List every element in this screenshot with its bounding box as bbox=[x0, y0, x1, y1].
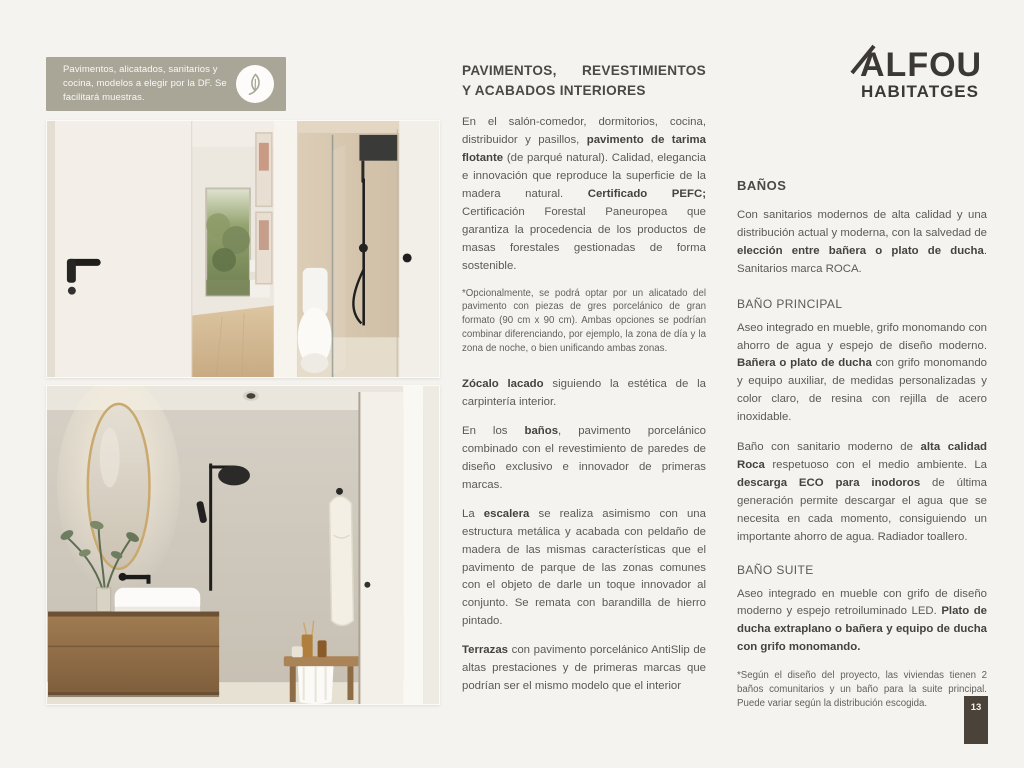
photo-bathroom-vanity bbox=[46, 385, 440, 705]
page-title-line1: PAVIMENTOS, REVESTIMIENTOS bbox=[462, 63, 706, 78]
logo-word: ALFOU bbox=[860, 46, 983, 84]
subsection-bano-suite: BAÑO SUITE bbox=[737, 562, 814, 577]
materials-note-text: Pavimentos, alicatados, sanitarios y cocina, modelos a elegir por la DF. Se facilitará muestras. bbox=[63, 64, 227, 103]
footnote-alicatado: *Opcionalmente, se podrá optar por un alicatado del pavimento con piezas de gres porcelánico de gran formato (90 cm x 90 cm). Ambas opciones se podrían combinar diferenciando, por ejemplo, la zona de día y la zona de noche, o bien unificando ambas zonas. bbox=[462, 287, 706, 354]
photo-hallway-bathroom bbox=[46, 120, 440, 378]
section-title-banos: BAÑOS bbox=[737, 178, 787, 193]
page-number-badge: 13 bbox=[964, 696, 988, 744]
banos-column bbox=[737, 178, 987, 710]
page-title bbox=[462, 61, 706, 100]
paragraph-banos-intro: Con sanitarios modernos de alta calidad y una distribución actual y moderna, con la salvedad de elección entre bañera o plato de ducha. Sanitarios marca ROCA. bbox=[737, 209, 987, 275]
leaf-icon bbox=[236, 65, 274, 103]
paragraph-terrazas: Terrazas con pavimento porcelánico AntiSlip de altas prestaciones y de primeras marcas que podrían ser el mismo modelo que el interior bbox=[462, 644, 706, 692]
paragraph-principal-2: Baño con sanitario moderno de alta calidad Roca respetuoso con el medio ambiente. La descarga ECO para inodoros de última generación permite descargar el agua que se necesita en cada momento, consiguiendo un importante ahorro de agua. Radiador toallero. bbox=[737, 441, 988, 543]
paragraph-escalera: La escalera se realiza asimismo con una estructura metálica y acabada con peldaño de madera de las mismas características que el pavimento de parque de las zonas comunes con el objeto de darle un toque innovador al conjunto. Se remata con barandilla de hierro pintado. bbox=[462, 507, 706, 628]
main-column bbox=[462, 61, 706, 707]
paragraph-banos: En los baños, pavimento porcelánico combinado con el revestimiento de paredes de diseño exclusivo e innovador de primeras marcas. bbox=[462, 425, 706, 491]
alfou-logo bbox=[849, 40, 989, 106]
logo-subword: HABITATGES bbox=[861, 82, 979, 101]
materials-note-box bbox=[46, 57, 286, 111]
page-title-line2: Y ACABADOS INTERIORES bbox=[462, 82, 646, 98]
paragraph-suite: Aseo integrado en mueble con grifo de diseño moderno y espejo retroiluminado LED. Plato de ducha extraplano o bañera y equipo de ducha con grifo monomando. bbox=[737, 587, 987, 654]
footnote-suite: *Según el diseño del proyecto, las viviendas tienen 2 baños comunitarios y un baño para la suite principal. Puede variar según la distribución escogida. bbox=[737, 670, 987, 709]
paragraph-zocalo: Zócalo lacado siguiendo la estética de la carpintería interior. bbox=[462, 378, 706, 409]
paragraph-principal-1: Aseo integrado en mueble, grifo monomando con ahorro de agua y espejo de diseño moderno. Bañera o plato de ducha con grifo monomando y equipo auxiliar, de medidas personalizadas y color claro, de resina con rejilla de acero inoxidable. bbox=[737, 321, 987, 424]
subsection-bano-principal: BAÑO PRINCIPAL bbox=[737, 296, 843, 311]
paragraph-pavimento: En el salón-comedor, dormitorios, cocina, distribuidor y pasillos, pavimento de tarima flotante (de parqué natural). Calidad, elegancia e innovación que reproduce la superficie de la madera natural. Certificado PEFC; Certificación Forestal Paneuropea que garantiza la procedencia de los productos de masas forestales gestionadas de forma sostenible. bbox=[462, 116, 706, 272]
